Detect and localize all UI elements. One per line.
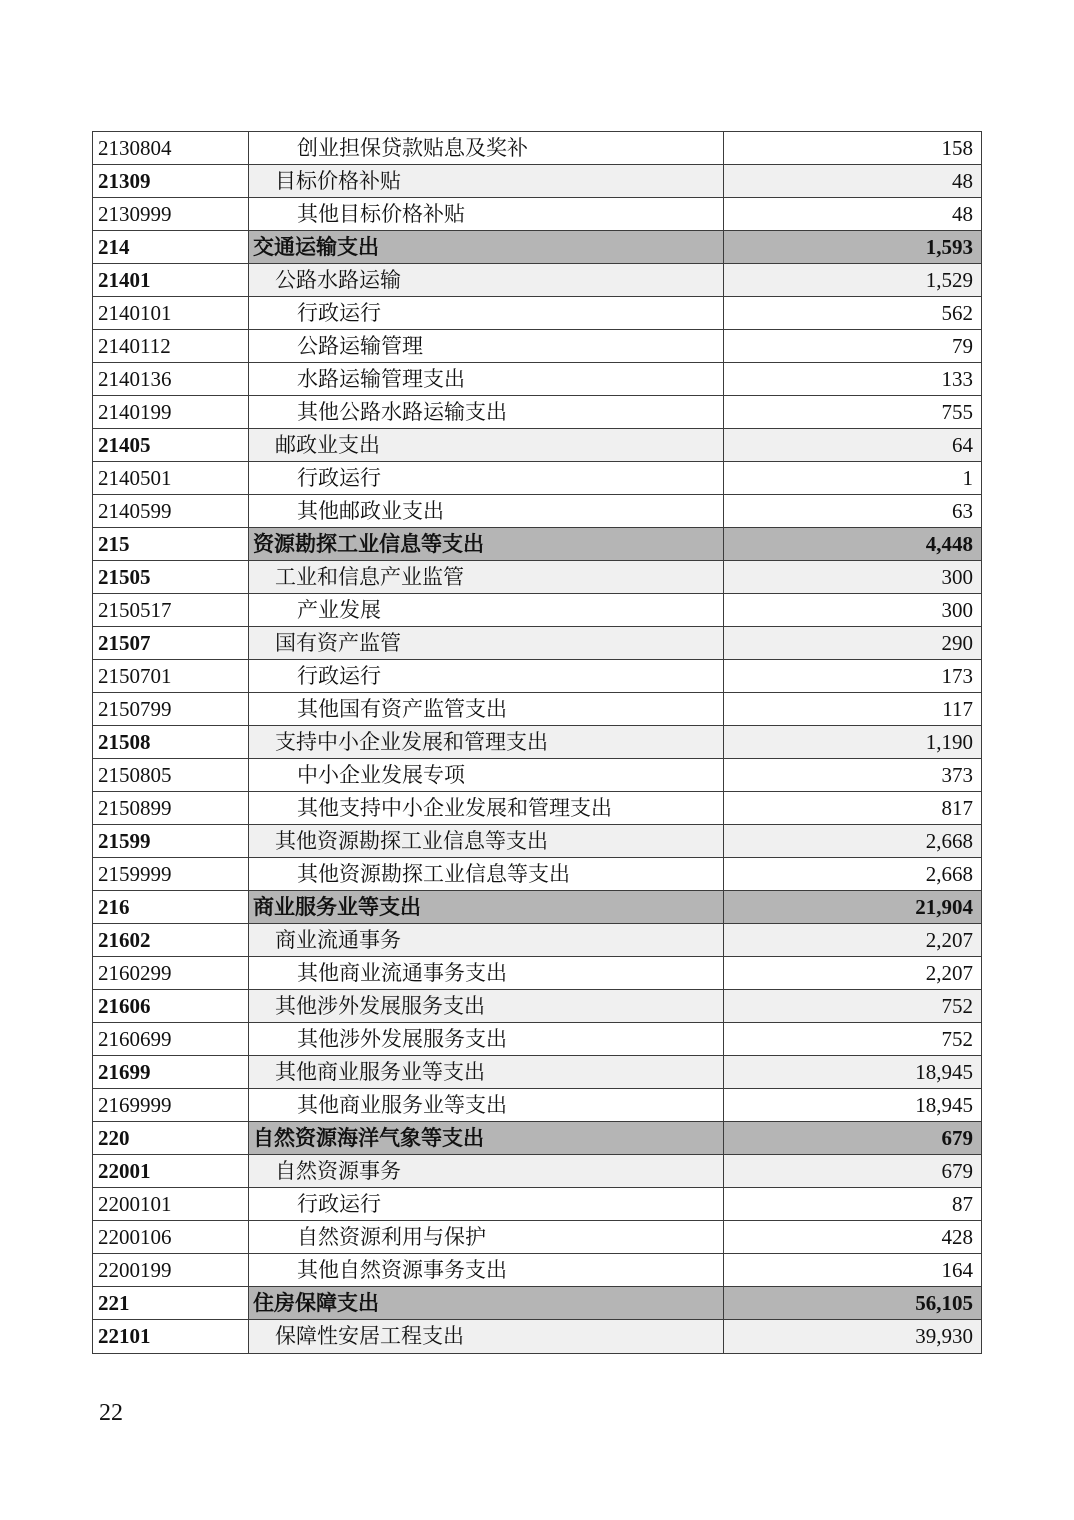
table-row bbox=[93, 495, 981, 528]
table-row bbox=[93, 264, 981, 297]
table-row bbox=[93, 165, 981, 198]
cell-name: 其他资源勘探工业信息等支出 bbox=[249, 858, 724, 890]
cell-code: 21599 bbox=[93, 825, 249, 857]
cell-name: 其他资源勘探工业信息等支出 bbox=[249, 825, 724, 857]
table-row bbox=[93, 1089, 981, 1122]
cell-code: 2140136 bbox=[93, 363, 249, 395]
cell-name: 中小企业发展专项 bbox=[249, 759, 724, 791]
table-row bbox=[93, 198, 981, 231]
cell-amount: 679 bbox=[724, 1122, 981, 1154]
cell-amount: 2,207 bbox=[724, 957, 981, 989]
table-row bbox=[93, 693, 981, 726]
cell-amount: 133 bbox=[724, 363, 981, 395]
cell-name: 其他涉外发展服务支出 bbox=[249, 1023, 724, 1055]
table-row bbox=[93, 858, 981, 891]
cell-name: 保障性安居工程支出 bbox=[249, 1320, 724, 1353]
cell-code: 2140112 bbox=[93, 330, 249, 362]
cell-code: 2150517 bbox=[93, 594, 249, 626]
cell-amount: 300 bbox=[724, 561, 981, 593]
cell-name: 行政运行 bbox=[249, 462, 724, 494]
cell-code: 22001 bbox=[93, 1155, 249, 1187]
cell-amount: 173 bbox=[724, 660, 981, 692]
cell-amount: 48 bbox=[724, 198, 981, 230]
cell-amount: 1,190 bbox=[724, 726, 981, 758]
table-row bbox=[93, 627, 981, 660]
cell-amount: 1 bbox=[724, 462, 981, 494]
cell-code: 2140199 bbox=[93, 396, 249, 428]
cell-amount: 2,207 bbox=[724, 924, 981, 956]
cell-amount: 2,668 bbox=[724, 825, 981, 857]
cell-amount: 18,945 bbox=[724, 1056, 981, 1088]
table-row bbox=[93, 1254, 981, 1287]
cell-amount: 2,668 bbox=[724, 858, 981, 890]
cell-name: 商业服务业等支出 bbox=[249, 891, 724, 923]
cell-name: 其他涉外发展服务支出 bbox=[249, 990, 724, 1022]
cell-amount: 158 bbox=[724, 132, 981, 164]
cell-code: 2160299 bbox=[93, 957, 249, 989]
cell-name: 其他国有资产监管支出 bbox=[249, 693, 724, 725]
table-row bbox=[93, 1056, 981, 1089]
cell-amount: 79 bbox=[724, 330, 981, 362]
cell-name: 公路水路运输 bbox=[249, 264, 724, 296]
cell-amount: 4,448 bbox=[724, 528, 981, 560]
cell-name: 住房保障支出 bbox=[249, 1287, 724, 1319]
cell-code: 2130999 bbox=[93, 198, 249, 230]
table-row bbox=[93, 462, 981, 495]
cell-amount: 752 bbox=[724, 1023, 981, 1055]
cell-code: 2140599 bbox=[93, 495, 249, 527]
cell-amount: 64 bbox=[724, 429, 981, 461]
table-row bbox=[93, 990, 981, 1023]
cell-amount: 164 bbox=[724, 1254, 981, 1286]
table-row bbox=[93, 396, 981, 429]
cell-amount: 18,945 bbox=[724, 1089, 981, 1121]
cell-code: 21699 bbox=[93, 1056, 249, 1088]
cell-amount: 21,904 bbox=[724, 891, 981, 923]
table-row bbox=[93, 528, 981, 561]
cell-name: 资源勘探工业信息等支出 bbox=[249, 528, 724, 560]
cell-name: 行政运行 bbox=[249, 1188, 724, 1220]
table-row bbox=[93, 594, 981, 627]
cell-amount: 300 bbox=[724, 594, 981, 626]
table-row bbox=[93, 1188, 981, 1221]
cell-code: 22101 bbox=[93, 1320, 249, 1353]
table-row bbox=[93, 726, 981, 759]
cell-code: 215 bbox=[93, 528, 249, 560]
table-row bbox=[93, 957, 981, 990]
cell-amount: 562 bbox=[724, 297, 981, 329]
table-row bbox=[93, 759, 981, 792]
page-number: 22 bbox=[99, 1400, 123, 1426]
table-row bbox=[93, 231, 981, 264]
cell-amount: 679 bbox=[724, 1155, 981, 1187]
cell-name: 其他支持中小企业发展和管理支出 bbox=[249, 792, 724, 824]
table-row bbox=[93, 330, 981, 363]
cell-name: 自然资源海洋气象等支出 bbox=[249, 1122, 724, 1154]
cell-code: 2140501 bbox=[93, 462, 249, 494]
cell-amount: 48 bbox=[724, 165, 981, 197]
table-row bbox=[93, 1221, 981, 1254]
cell-name: 创业担保贷款贴息及奖补 bbox=[249, 132, 724, 164]
cell-code: 21401 bbox=[93, 264, 249, 296]
cell-code: 220 bbox=[93, 1122, 249, 1154]
cell-code: 2150899 bbox=[93, 792, 249, 824]
cell-amount: 87 bbox=[724, 1188, 981, 1220]
cell-code: 214 bbox=[93, 231, 249, 263]
cell-code: 2140101 bbox=[93, 297, 249, 329]
table-row bbox=[93, 660, 981, 693]
cell-code: 21309 bbox=[93, 165, 249, 197]
cell-name: 其他目标价格补贴 bbox=[249, 198, 724, 230]
table-row bbox=[93, 891, 981, 924]
table-row bbox=[93, 1287, 981, 1320]
budget-table bbox=[92, 131, 982, 1354]
cell-name: 交通运输支出 bbox=[249, 231, 724, 263]
table-row bbox=[93, 1122, 981, 1155]
cell-amount: 63 bbox=[724, 495, 981, 527]
cell-name: 工业和信息产业监管 bbox=[249, 561, 724, 593]
cell-code: 21606 bbox=[93, 990, 249, 1022]
cell-code: 21405 bbox=[93, 429, 249, 461]
table-row bbox=[93, 1320, 981, 1353]
cell-name: 其他自然资源事务支出 bbox=[249, 1254, 724, 1286]
cell-name: 其他商业服务业等支出 bbox=[249, 1056, 724, 1088]
cell-amount: 117 bbox=[724, 693, 981, 725]
cell-amount: 1,593 bbox=[724, 231, 981, 263]
cell-amount: 1,529 bbox=[724, 264, 981, 296]
cell-amount: 817 bbox=[724, 792, 981, 824]
cell-amount: 56,105 bbox=[724, 1287, 981, 1319]
cell-code: 2150805 bbox=[93, 759, 249, 791]
cell-name: 公路运输管理 bbox=[249, 330, 724, 362]
cell-name: 商业流通事务 bbox=[249, 924, 724, 956]
cell-name: 国有资产监管 bbox=[249, 627, 724, 659]
cell-amount: 428 bbox=[724, 1221, 981, 1253]
cell-code: 21508 bbox=[93, 726, 249, 758]
cell-name: 支持中小企业发展和管理支出 bbox=[249, 726, 724, 758]
cell-code: 216 bbox=[93, 891, 249, 923]
cell-name: 邮政业支出 bbox=[249, 429, 724, 461]
table-row bbox=[93, 1155, 981, 1188]
table-row bbox=[93, 1023, 981, 1056]
cell-name: 自然资源事务 bbox=[249, 1155, 724, 1187]
table-row bbox=[93, 363, 981, 396]
cell-code: 2150799 bbox=[93, 693, 249, 725]
cell-amount: 39,930 bbox=[724, 1320, 981, 1353]
table-row bbox=[93, 825, 981, 858]
cell-code: 2200106 bbox=[93, 1221, 249, 1253]
table-row bbox=[93, 792, 981, 825]
cell-code: 21505 bbox=[93, 561, 249, 593]
cell-name: 行政运行 bbox=[249, 297, 724, 329]
cell-code: 21602 bbox=[93, 924, 249, 956]
cell-name: 其他商业服务业等支出 bbox=[249, 1089, 724, 1121]
cell-code: 2200199 bbox=[93, 1254, 249, 1286]
cell-code: 2160699 bbox=[93, 1023, 249, 1055]
cell-amount: 752 bbox=[724, 990, 981, 1022]
table-row bbox=[93, 561, 981, 594]
cell-amount: 755 bbox=[724, 396, 981, 428]
table-row bbox=[93, 132, 981, 165]
cell-code: 221 bbox=[93, 1287, 249, 1319]
cell-name: 目标价格补贴 bbox=[249, 165, 724, 197]
cell-code: 2130804 bbox=[93, 132, 249, 164]
cell-name: 其他邮政业支出 bbox=[249, 495, 724, 527]
table-row bbox=[93, 429, 981, 462]
cell-name: 其他公路水路运输支出 bbox=[249, 396, 724, 428]
table-row bbox=[93, 924, 981, 957]
cell-amount: 373 bbox=[724, 759, 981, 791]
cell-name: 水路运输管理支出 bbox=[249, 363, 724, 395]
cell-name: 自然资源利用与保护 bbox=[249, 1221, 724, 1253]
cell-name: 行政运行 bbox=[249, 660, 724, 692]
cell-code: 21507 bbox=[93, 627, 249, 659]
table-row bbox=[93, 297, 981, 330]
cell-amount: 290 bbox=[724, 627, 981, 659]
cell-name: 其他商业流通事务支出 bbox=[249, 957, 724, 989]
cell-code: 2150701 bbox=[93, 660, 249, 692]
cell-code: 2169999 bbox=[93, 1089, 249, 1121]
cell-name: 产业发展 bbox=[249, 594, 724, 626]
cell-code: 2159999 bbox=[93, 858, 249, 890]
cell-code: 2200101 bbox=[93, 1188, 249, 1220]
